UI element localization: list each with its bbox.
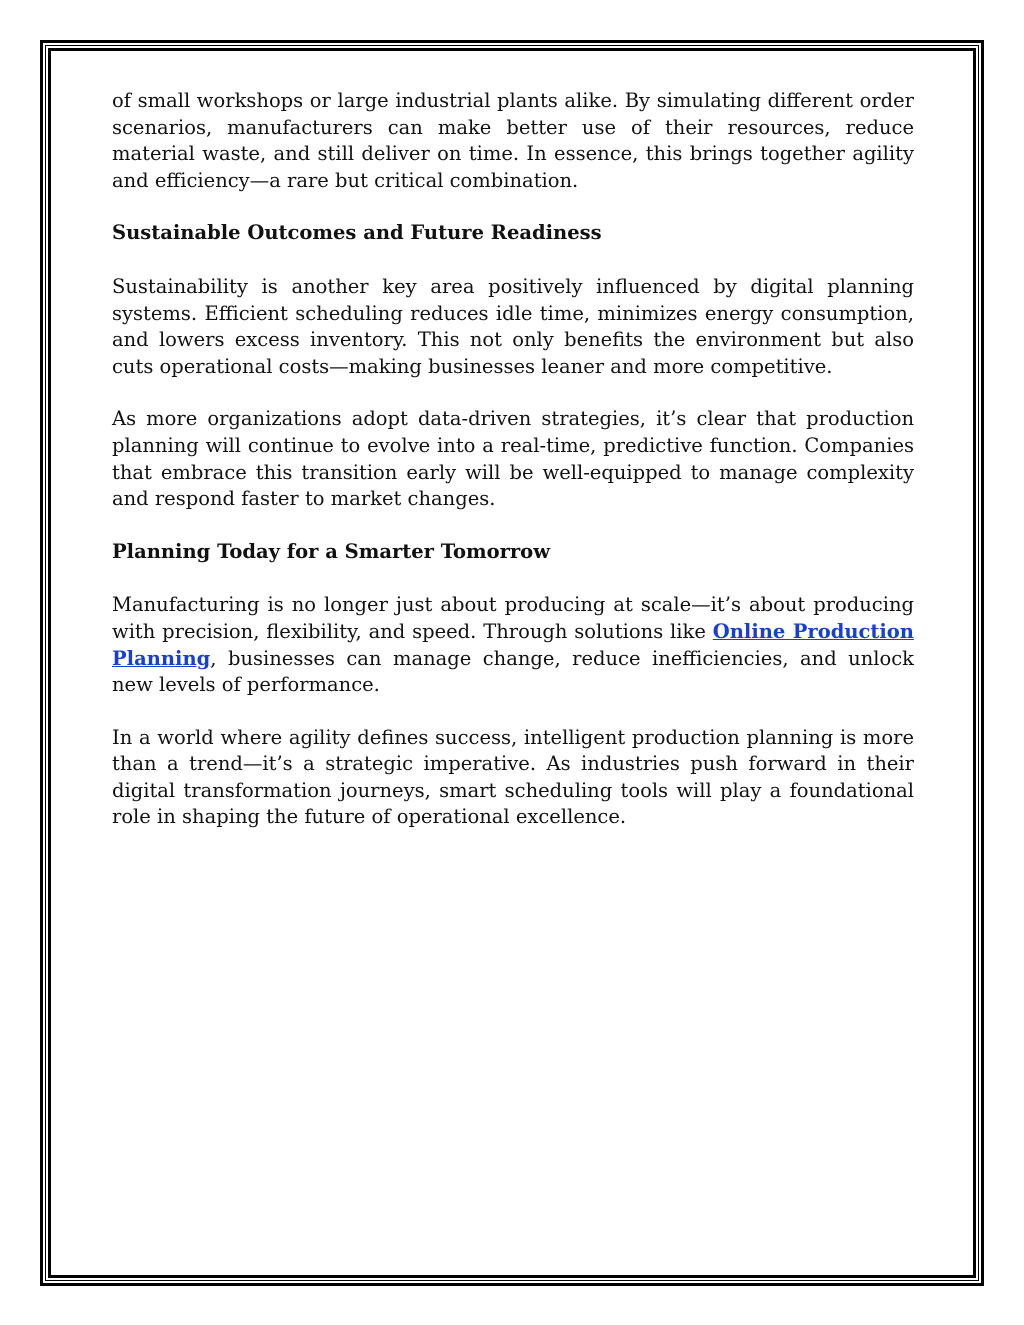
- section-heading-planning-today: Planning Today for a Smarter Tomorrow: [112, 539, 550, 563]
- online-production-planning-link[interactable]: Online Production Planning: [112, 619, 914, 670]
- document-body: [112, 88, 914, 857]
- section-heading-sustainable-outcomes: Sustainable Outcomes and Future Readiness: [112, 221, 602, 245]
- paragraph-sustainability: Sustainability is another key area positively influenced by digital planning systems. Efficient scheduling reduces idle time, minimizes energy consumption, and lowers excess inventory. This not only benefits the environment but also cuts operational costs—making businesses leaner and more competitive.: [112, 274, 914, 378]
- paragraph-agility-world: In a world where agility defines success, intelligent production planning is more than a trend—it’s a strategic imperative. As industries push forward in their digital transformation journeys, smart scheduling tools will play a foundational role in shaping the future of operational excellence.: [112, 725, 914, 829]
- paragraph-manufacturing: [112, 592, 914, 698]
- paragraph-resources: of small workshops or large industrial plants alike. By simulating different order scenarios, manufacturers can make better use of their resources, reduce material waste, and still deliver on time. In essence, this brings together agility and efficiency—a rare but critical combination.: [112, 89, 914, 192]
- paragraph-manufacturing-text-after: , businesses can manage change, reduce inefficiencies, and unlock new levels of performance.: [112, 646, 914, 697]
- paragraph-data-driven: As more organizations adopt data-driven strategies, it’s clear that production planning will continue to evolve into a real-time, predictive function. Companies that embrace this transition early will be well-equipped to manage complexity and respond faster to market changes.: [112, 407, 914, 511]
- paragraph-manufacturing-text-before: Manufacturing is no longer just about producing at scale—it’s about producing with precision, flexibility, and speed. Through solutions like: [112, 593, 914, 643]
